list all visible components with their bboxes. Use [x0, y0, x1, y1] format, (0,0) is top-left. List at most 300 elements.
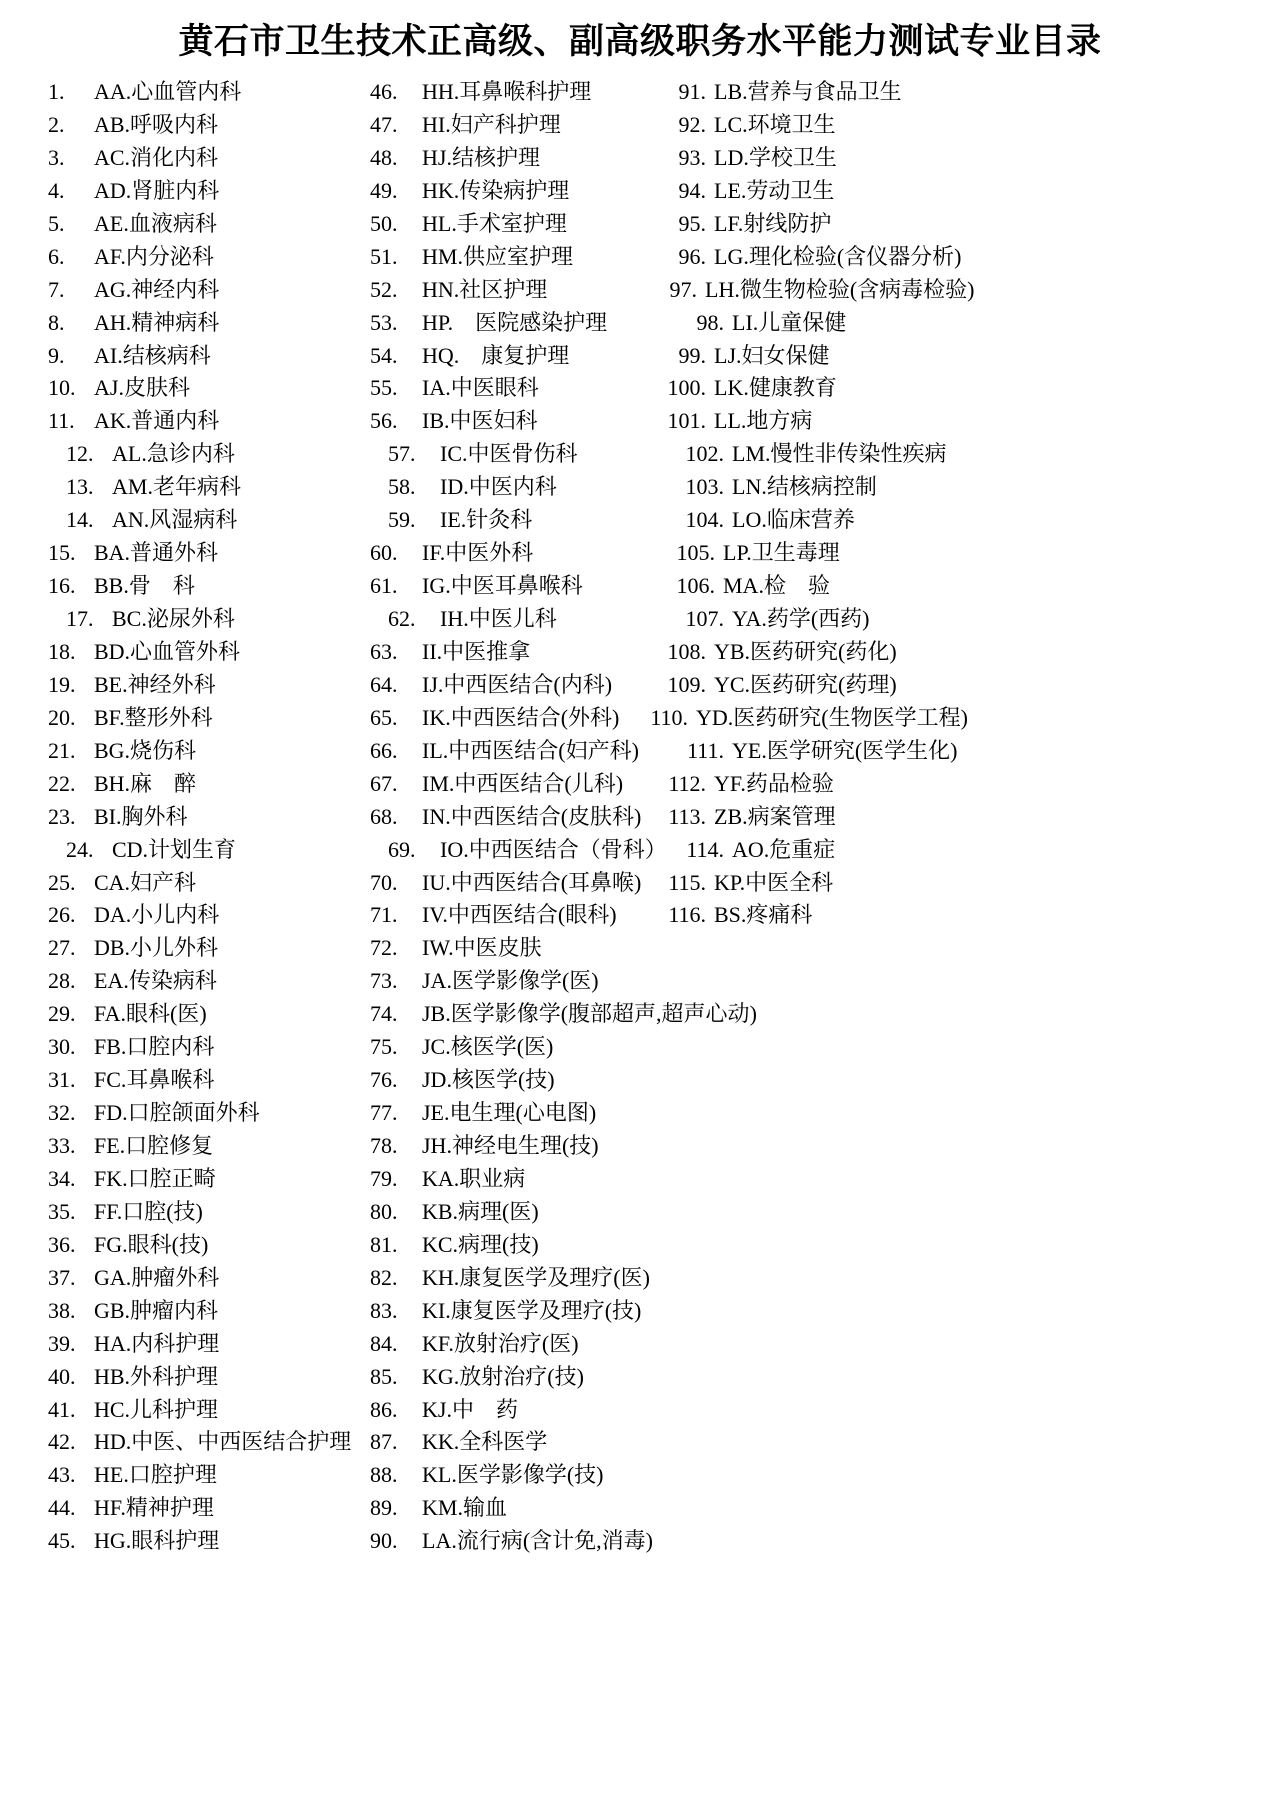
item-label: AC.消化内科: [94, 144, 219, 170]
item-label: HG.眼科护理: [94, 1528, 220, 1554]
item-label: BE.神经外科: [94, 671, 216, 697]
list-item: [48, 142, 351, 175]
item-label: IN.中西医结合(皮肤科): [422, 803, 642, 829]
item-label: AJ.皮肤科: [94, 375, 190, 401]
list-item: [370, 1229, 757, 1262]
item-number: 37.: [48, 1264, 76, 1290]
item-number: 29.: [48, 1001, 76, 1027]
item-number: 81.: [370, 1231, 398, 1257]
list-item: [656, 636, 974, 669]
item-label: KH.康复医学及理疗(医): [422, 1264, 650, 1290]
item-label: KJ.中 药: [422, 1396, 518, 1422]
list-item: [656, 867, 974, 900]
item-label: BI.胸外科: [94, 803, 188, 829]
item-label: LC.环境卫生: [714, 111, 836, 137]
list-item: [674, 603, 974, 636]
list-item: [48, 372, 351, 405]
item-number: 23.: [48, 803, 76, 829]
item-label: LF.射线防护: [714, 210, 832, 236]
list-item: [656, 109, 974, 142]
item-number: 92.: [678, 111, 706, 137]
item-label: IH.中医儿科: [440, 606, 557, 631]
item-number: 79.: [370, 1165, 398, 1191]
item-label: LG.理化检验(含仪器分析): [714, 243, 962, 269]
item-label: FK.口腔正畸: [94, 1165, 216, 1191]
item-number: 97.: [669, 276, 697, 302]
item-label: BS.疼痛科: [714, 902, 813, 928]
item-label: LJ.妇女保健: [714, 342, 830, 368]
list-item: [48, 1229, 351, 1262]
item-label: ID.中医内科: [440, 474, 557, 500]
list-item: [656, 669, 974, 702]
list-item: [656, 76, 974, 109]
item-number: 66.: [370, 737, 398, 763]
list-item: [48, 768, 351, 801]
item-number: 98.: [696, 309, 724, 335]
item-number: 106.: [676, 573, 715, 599]
list-item: [48, 1492, 351, 1525]
item-number: 93.: [678, 144, 706, 170]
item-number: 99.: [678, 342, 706, 368]
item-number: 13.: [66, 474, 94, 500]
item-number: 64.: [370, 671, 398, 697]
list-item: [656, 899, 974, 932]
item-label: ZB.病案管理: [714, 803, 836, 829]
item-label: JD.核医学(技): [422, 1067, 555, 1093]
item-number: 11.: [48, 408, 75, 434]
list-item: [665, 570, 974, 603]
item-label: LL.地方病: [714, 408, 813, 434]
item-label: HQ. 康复护理: [422, 342, 570, 368]
item-label: KM.输血: [422, 1495, 507, 1521]
item-number: 56.: [370, 408, 398, 434]
list-item: [656, 241, 974, 274]
item-label: YF.药品检验: [714, 770, 834, 796]
item-label: BH.麻 醉: [94, 770, 197, 796]
list-item: [48, 76, 351, 109]
item-number: 104.: [685, 507, 724, 533]
list-item: [370, 932, 757, 965]
item-number: 100.: [667, 375, 706, 401]
item-number: 65.: [370, 704, 398, 730]
item-number: 22.: [48, 770, 76, 796]
item-number: 53.: [370, 309, 398, 335]
list-item: [370, 1064, 757, 1097]
list-item: [66, 834, 351, 867]
item-label: IU.中西医结合(耳鼻喉): [422, 869, 642, 895]
item-number: 2.: [48, 111, 65, 137]
item-label: JE.电生理(心电图): [422, 1100, 597, 1126]
item-number: 67.: [370, 770, 398, 796]
item-number: 39.: [48, 1330, 76, 1356]
item-label: KC.病理(技): [422, 1231, 539, 1257]
item-number: 91.: [678, 79, 706, 104]
list-item: [370, 1163, 757, 1196]
item-number: 88.: [370, 1462, 398, 1488]
item-label: CD.计划生育: [112, 836, 237, 862]
list-item: [638, 702, 974, 735]
item-number: 40.: [48, 1363, 76, 1389]
item-number: 61.: [370, 573, 398, 599]
item-label: KK.全科医学: [422, 1429, 548, 1455]
item-label: FC.耳鼻喉科: [94, 1067, 215, 1093]
list-item: [656, 768, 974, 801]
item-number: 14.: [66, 507, 94, 533]
item-number: 36.: [48, 1231, 76, 1257]
item-label: FE.口腔修复: [94, 1133, 214, 1158]
item-number: 78.: [370, 1133, 398, 1158]
item-number: 96.: [678, 243, 706, 269]
item-label: LD.学校卫生: [714, 144, 837, 170]
item-number: 70.: [370, 869, 398, 895]
item-number: 116.: [668, 902, 706, 928]
list-item: [66, 438, 351, 471]
item-number: 60.: [370, 540, 398, 566]
item-number: 3.: [48, 144, 65, 170]
item-number: 1.: [48, 79, 65, 104]
item-number: 73.: [370, 968, 398, 994]
list-item: [370, 1295, 757, 1328]
item-label: LP.卫生毒理: [723, 540, 840, 566]
item-number: 58.: [388, 474, 416, 500]
list-item: [48, 1459, 351, 1492]
list-item: [48, 636, 351, 669]
item-label: EA.传染病科: [94, 968, 217, 994]
list-item: [48, 1130, 351, 1163]
list-item: [48, 1097, 351, 1130]
item-label: IA.中医眼科: [422, 375, 539, 401]
item-label: FB.口腔内科: [94, 1034, 215, 1060]
list-item: [48, 1196, 351, 1229]
list-item: [656, 405, 974, 438]
item-number: 85.: [370, 1363, 398, 1389]
list-item: [48, 241, 351, 274]
list-item: [48, 109, 351, 142]
item-number: 101.: [667, 408, 706, 434]
item-label: GB.肿瘤内科: [94, 1297, 219, 1323]
item-label: YE.医学研究(医学生化): [732, 737, 958, 763]
list-item: [370, 965, 757, 998]
list-item: [370, 1130, 757, 1163]
list-item: [370, 1097, 757, 1130]
list-item: [370, 1361, 757, 1394]
item-number: 24.: [66, 836, 94, 862]
item-number: 72.: [370, 935, 398, 961]
catalog-column-1: [48, 76, 351, 1558]
list-item: [370, 1459, 757, 1492]
item-label: LN.结核病控制: [732, 474, 877, 500]
list-item: [48, 570, 351, 603]
item-number: 84.: [370, 1330, 398, 1356]
list-item: [647, 274, 974, 307]
list-item: [656, 208, 974, 241]
item-number: 95.: [678, 210, 706, 236]
item-number: 12.: [66, 441, 94, 467]
item-label: AM.老年病科: [112, 474, 241, 500]
list-item: [48, 998, 351, 1031]
item-number: 55.: [370, 375, 398, 401]
item-number: 54.: [370, 342, 398, 368]
item-label: IE.针灸科: [440, 507, 533, 533]
list-item: [370, 1196, 757, 1229]
item-label: KB.病理(医): [422, 1198, 539, 1224]
list-item: [48, 1394, 351, 1427]
item-number: 47.: [370, 111, 398, 137]
item-label: BF.整形外科: [94, 704, 213, 730]
item-number: 75.: [370, 1034, 398, 1060]
list-item: [66, 504, 351, 537]
item-label: IO.中西医结合（骨科）: [440, 836, 667, 862]
item-label: AK.普通内科: [94, 408, 220, 434]
list-item: [674, 438, 974, 471]
list-item: [48, 1525, 351, 1558]
item-number: 19.: [48, 671, 76, 697]
item-label: MA.检 验: [723, 573, 830, 599]
item-label: AE.血液病科: [94, 210, 217, 236]
item-number: 115.: [668, 869, 706, 895]
item-label: LA.流行病(含计免,消毒): [422, 1528, 653, 1554]
item-number: 111.: [687, 737, 724, 763]
item-number: 45.: [48, 1528, 76, 1554]
item-label: BB.骨 科: [94, 573, 195, 599]
item-label: AI.结核病科: [94, 342, 211, 368]
list-item: [48, 307, 351, 340]
item-number: 32.: [48, 1100, 76, 1126]
item-number: 5.: [48, 210, 65, 236]
item-label: LK.健康教育: [714, 375, 837, 401]
item-number: 41.: [48, 1396, 76, 1422]
item-label: KF.放射治疗(医): [422, 1330, 579, 1356]
item-number: 76.: [370, 1067, 398, 1093]
item-label: IG.中医耳鼻喉科: [422, 573, 583, 599]
list-item: [48, 899, 351, 932]
item-label: JB.医学影像学(腹部超声,超声心动): [422, 1001, 757, 1027]
list-item: [66, 471, 351, 504]
list-item: [656, 175, 974, 208]
item-label: LM.慢性非传染性疾病: [732, 441, 947, 467]
item-label: KI.康复医学及理疗(技): [422, 1297, 642, 1323]
item-label: FG.眼科(技): [94, 1231, 209, 1257]
item-number: 48.: [370, 144, 398, 170]
item-label: JC.核医学(医): [422, 1034, 554, 1060]
item-number: 9.: [48, 342, 65, 368]
list-item: [48, 735, 351, 768]
item-number: 51.: [370, 243, 398, 269]
item-label: HH.耳鼻喉科护理: [422, 79, 592, 104]
item-label: LH.微生物检验(含病毒检验): [705, 276, 975, 302]
list-item: [370, 1262, 757, 1295]
item-label: BG.烧伤科: [94, 737, 197, 763]
item-label: HN.社区护理: [422, 276, 548, 302]
list-item: [48, 1031, 351, 1064]
item-number: 89.: [370, 1495, 398, 1521]
item-number: 108.: [667, 638, 706, 664]
item-number: 28.: [48, 968, 76, 994]
list-item: [48, 405, 351, 438]
item-label: AO.危重症: [732, 836, 836, 862]
page-title: 黄石市卫生技术正高级、副高级职务水平能力测试专业目录: [178, 22, 1102, 61]
item-label: HE.口腔护理: [94, 1462, 217, 1488]
list-item: [370, 1426, 757, 1459]
item-label: KA.职业病: [422, 1165, 526, 1191]
item-number: 43.: [48, 1462, 76, 1488]
item-number: 71.: [370, 902, 398, 928]
item-number: 21.: [48, 737, 76, 763]
list-item: [48, 702, 351, 735]
item-number: 44.: [48, 1495, 76, 1521]
item-label: AD.肾脏内科: [94, 177, 220, 203]
item-number: 74.: [370, 1001, 398, 1027]
item-label: YC.医药研究(药理): [714, 671, 897, 697]
item-number: 50.: [370, 210, 398, 236]
item-label: HJ.结核护理: [422, 144, 540, 170]
item-number: 25.: [48, 869, 76, 895]
item-label: KP.中医全科: [714, 869, 834, 895]
item-number: 57.: [388, 441, 416, 467]
list-item: [48, 1064, 351, 1097]
item-number: 63.: [370, 638, 398, 664]
item-label: BD.心血管外科: [94, 638, 241, 664]
item-number: 59.: [388, 507, 416, 533]
item-label: AG.神经内科: [94, 276, 220, 302]
item-number: 69.: [388, 836, 416, 862]
item-number: 17.: [66, 606, 94, 631]
list-item: [48, 1426, 351, 1459]
item-number: 7.: [48, 276, 65, 302]
item-label: HC.儿科护理: [94, 1396, 219, 1422]
item-number: 68.: [370, 803, 398, 829]
item-number: 52.: [370, 276, 398, 302]
item-label: JA.医学影像学(医): [422, 968, 599, 994]
item-number: 105.: [676, 540, 715, 566]
list-item: [370, 1328, 757, 1361]
item-number: 113.: [668, 803, 706, 829]
item-label: BC.泌尿外科: [112, 606, 235, 631]
item-label: IJ.中西医结合(内科): [422, 671, 613, 697]
item-label: IW.中医皮肤: [422, 935, 542, 961]
item-label: DA.小儿内科: [94, 902, 220, 928]
item-label: HB.外科护理: [94, 1363, 219, 1389]
list-item: [674, 735, 974, 768]
list-item: [48, 537, 351, 570]
item-label: JH.神经电生理(技): [422, 1133, 599, 1158]
item-number: 110.: [650, 704, 688, 730]
item-number: 77.: [370, 1100, 398, 1126]
list-item: [48, 340, 351, 373]
item-label: FA.眼科(医): [94, 1001, 207, 1027]
item-label: LE.劳动卫生: [714, 177, 835, 203]
list-item: [48, 965, 351, 998]
item-number: 27.: [48, 935, 76, 961]
item-label: KL.医学影像学(技): [422, 1462, 604, 1488]
item-number: 10.: [48, 375, 76, 401]
item-number: 8.: [48, 309, 65, 335]
item-label: AF.内分泌科: [94, 243, 214, 269]
list-item: [370, 1492, 757, 1525]
item-label: YB.医药研究(药化): [714, 638, 897, 664]
item-label: KG.放射治疗(技): [422, 1363, 584, 1389]
item-label: CA.妇产科: [94, 869, 197, 895]
item-label: AA.心血管内科: [94, 79, 242, 104]
item-label: IK.中西医结合(外科): [422, 704, 620, 730]
item-label: HP. 医院感染护理: [422, 309, 608, 335]
item-number: 35.: [48, 1198, 76, 1224]
list-item: [48, 801, 351, 834]
catalog-column-3: [650, 76, 975, 932]
list-item: [656, 372, 974, 405]
list-item: [674, 307, 974, 340]
item-number: 86.: [370, 1396, 398, 1422]
item-number: 107.: [685, 606, 724, 631]
item-label: FD.口腔颌面外科: [94, 1100, 260, 1126]
list-item: [48, 208, 351, 241]
list-item: [48, 175, 351, 208]
item-number: 18.: [48, 638, 76, 664]
list-item: [48, 932, 351, 965]
item-number: 6.: [48, 243, 65, 269]
item-label: HA.内科护理: [94, 1330, 220, 1356]
list-item: [48, 1361, 351, 1394]
item-number: 38.: [48, 1297, 76, 1323]
item-label: HM.供应室护理: [422, 243, 573, 269]
item-number: 31.: [48, 1067, 76, 1093]
item-number: 83.: [370, 1297, 398, 1323]
item-number: 15.: [48, 540, 76, 566]
list-item: [656, 801, 974, 834]
item-label: IF.中医外科: [422, 540, 534, 566]
item-label: IV.中西医结合(眼科): [422, 902, 617, 928]
item-label: IL.中西医结合(妇产科): [422, 737, 639, 763]
item-label: IM.中西医结合(儿科): [422, 770, 624, 796]
item-label: IC.中医骨伤科: [440, 441, 578, 467]
item-label: HI.妇产科护理: [422, 111, 561, 137]
item-number: 20.: [48, 704, 76, 730]
item-number: 26.: [48, 902, 76, 928]
item-number: 87.: [370, 1429, 398, 1455]
item-number: 82.: [370, 1264, 398, 1290]
item-number: 62.: [388, 606, 416, 631]
item-label: LO.临床营养: [732, 507, 855, 533]
list-item: [370, 998, 757, 1031]
list-item: [674, 471, 974, 504]
item-label: HD.中医、中西医结合护理: [94, 1429, 352, 1455]
item-label: IB.中医妇科: [422, 408, 538, 434]
item-label: BA.普通外科: [94, 540, 219, 566]
list-item: [66, 603, 351, 636]
item-label: GA.肿瘤外科: [94, 1264, 220, 1290]
item-label: YA.药学(西药): [732, 606, 870, 631]
list-item: [48, 1163, 351, 1196]
item-number: 4.: [48, 177, 65, 203]
list-item: [48, 1262, 351, 1295]
item-label: II.中医推拿: [422, 638, 531, 664]
item-number: 34.: [48, 1165, 76, 1191]
list-item: [656, 142, 974, 175]
item-number: 42.: [48, 1429, 76, 1455]
item-label: AH.精神病科: [94, 309, 220, 335]
item-number: 94.: [678, 177, 706, 203]
item-number: 30.: [48, 1034, 76, 1060]
item-number: 16.: [48, 573, 76, 599]
list-item: [48, 1295, 351, 1328]
item-number: 46.: [370, 79, 398, 104]
item-label: YD.医药研究(生物医学工程): [696, 704, 968, 730]
item-number: 102.: [685, 441, 724, 467]
item-label: AL.急诊内科: [112, 441, 235, 467]
item-label: LB.营养与食品卫生: [714, 79, 902, 104]
item-number: 49.: [370, 177, 398, 203]
item-number: 103.: [685, 474, 724, 500]
